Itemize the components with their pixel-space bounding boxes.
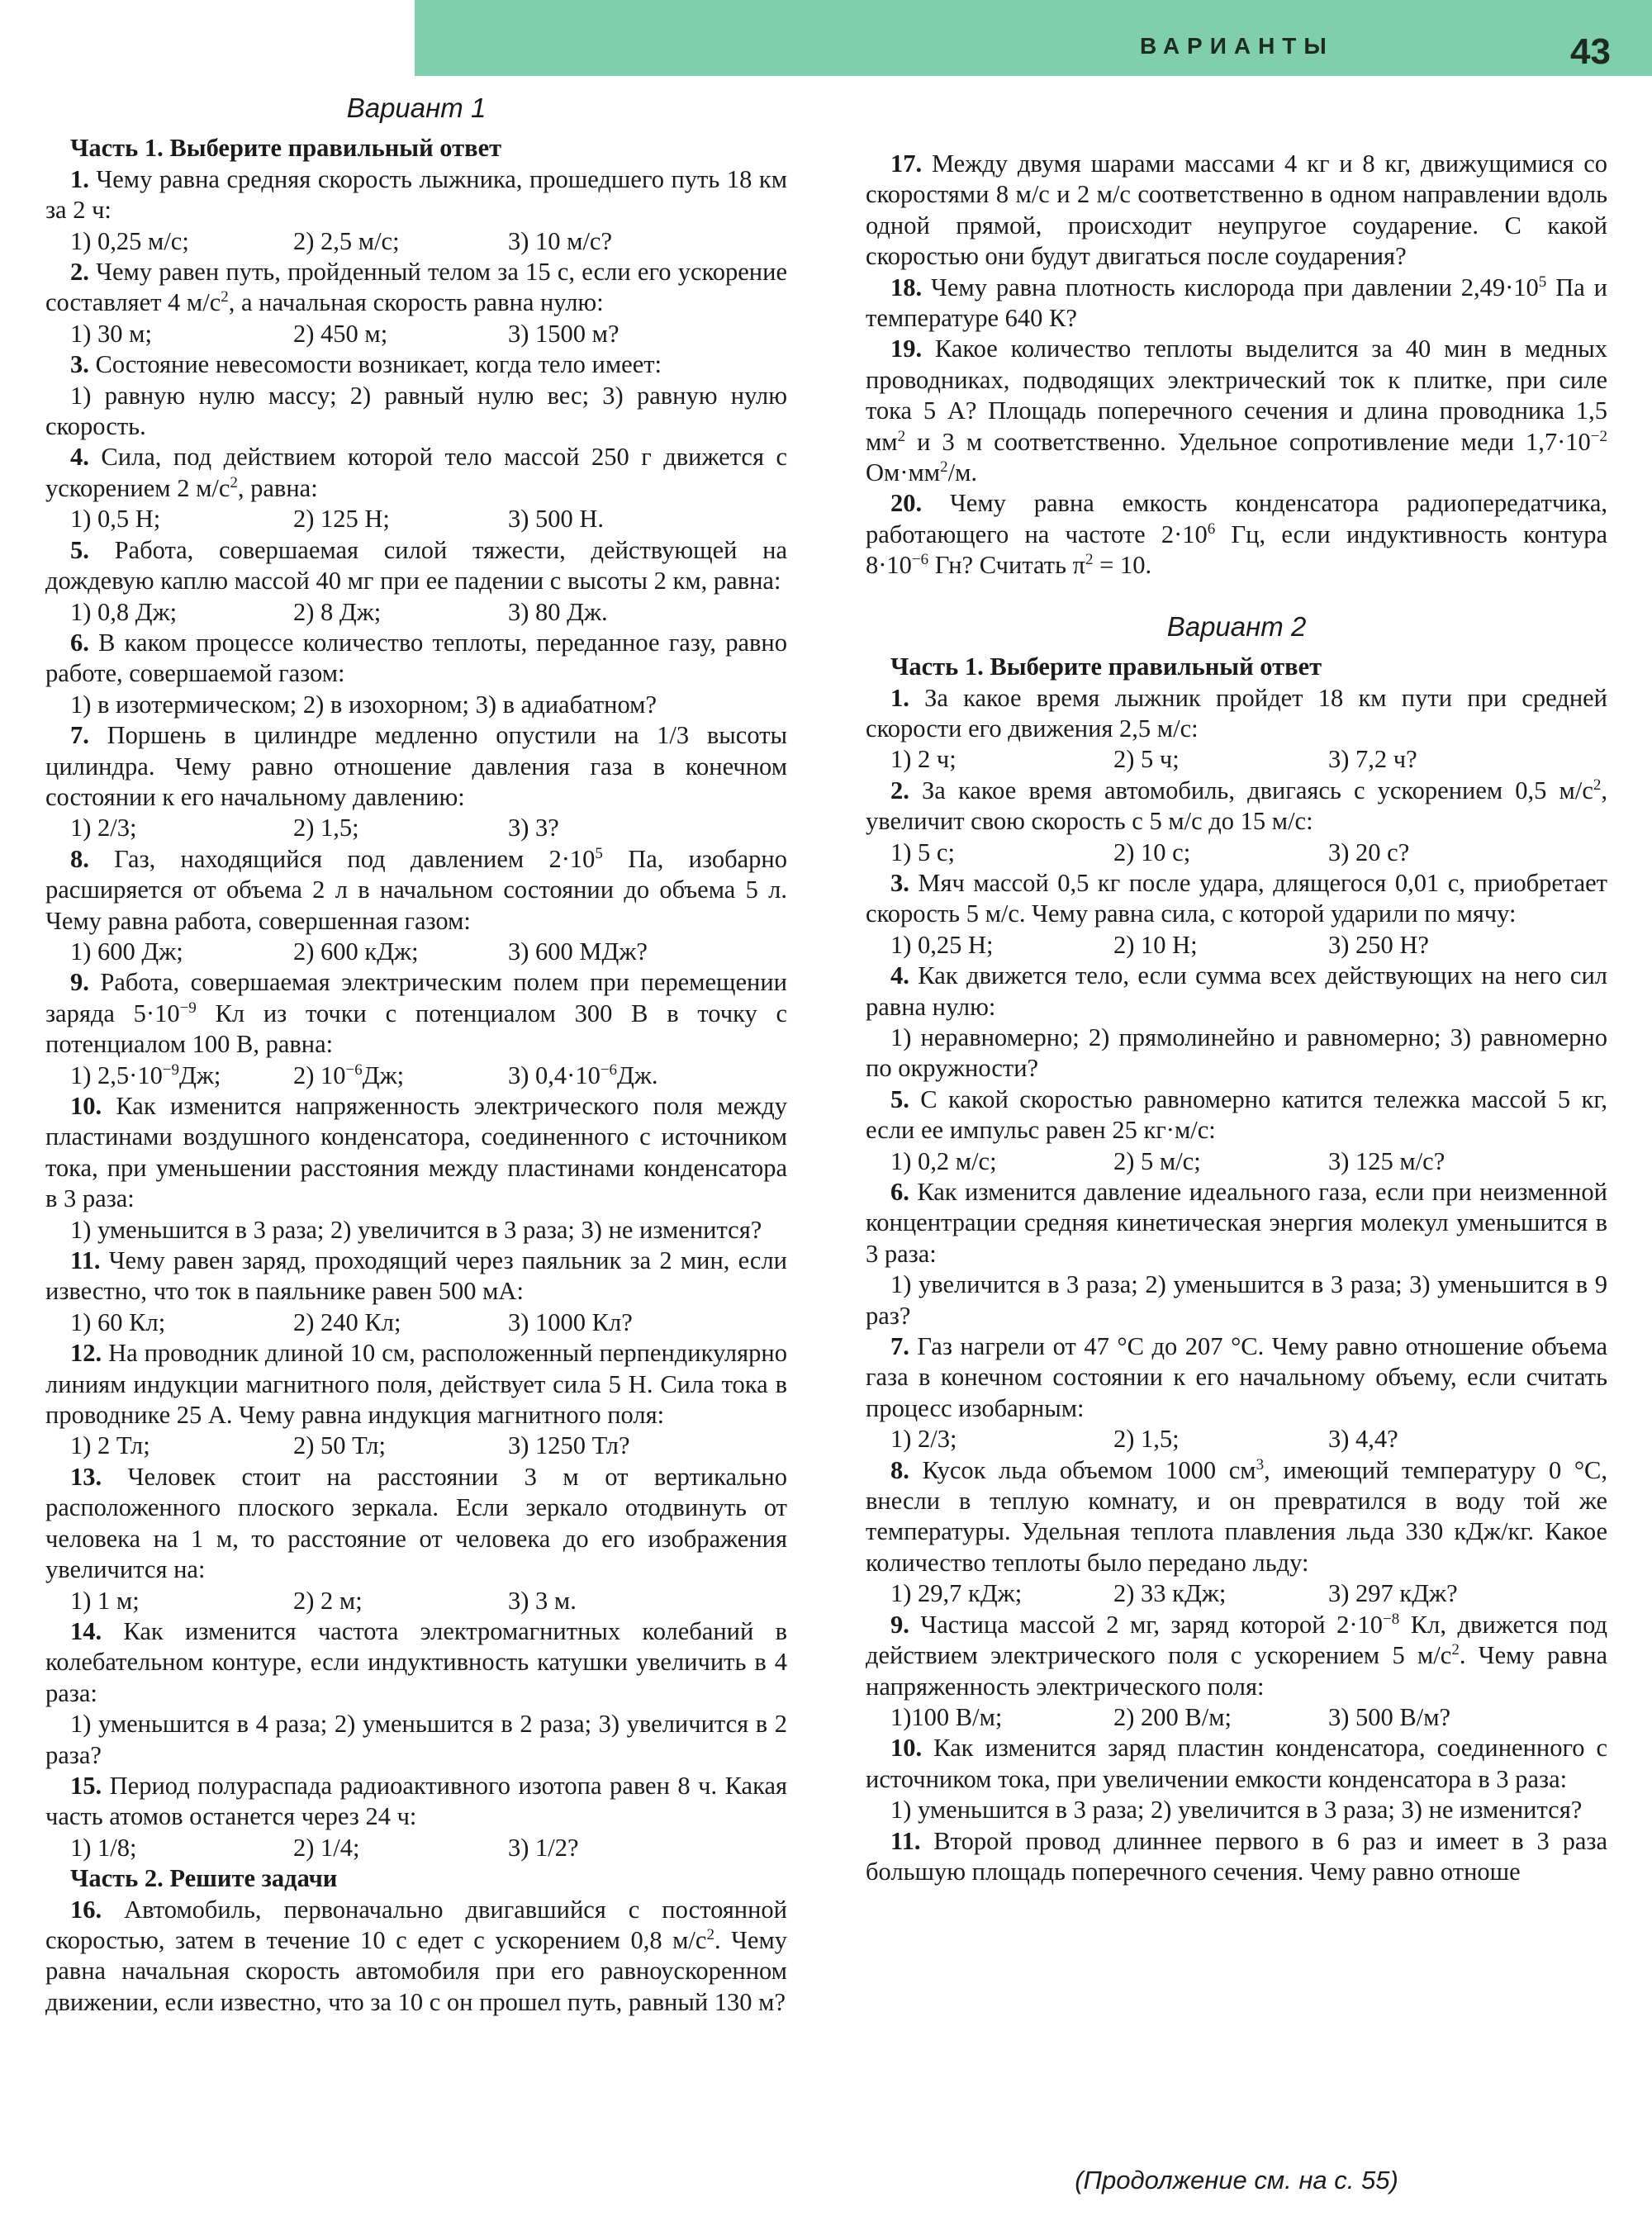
question-14-options: 1) уменьшится в 4 раза; 2) уменьшится в 2 раза; 3) увеличится в 2 раза? <box>45 1710 787 1769</box>
question-2-options: 1) 30 м; 2) 450 м; 3) 1500 м? <box>70 319 620 348</box>
question-19: 19. Какое количество теплоты выделится за 40 мин в медных проводниках, подводящих электрический ток к плитке, при силе тока 5 А? Площадь поперечного сечения и длина проводника 1,5 $мм^2$ и 3 м соответственно. Удельное сопротивление меди $1,7\cdot 10^{-2}$ $Ом\cdot мм^2/м$. <box>866 335 1607 487</box>
page-number: 43 <box>1570 31 1611 72</box>
question-10-options: 1) уменьшится в 3 раза; 2) увеличится в 3 раза; 3) не изменится? <box>70 1215 762 1244</box>
question-2: 2. Чему равен путь, пройденный телом за 15 с, если его ускорение составляет 4 $м/с^2$, а начальная скорость равна нулю: <box>45 258 787 317</box>
variant2-title: Вариант 2 <box>1166 610 1307 642</box>
question-1: 1. Чему равна средняя скорость лыжника, прошедшего путь 18 км за 2 ч: <box>45 164 788 225</box>
v2-question-5-options: 1) 0,2 м/с; 2) 5 м/с; 3) 125 м/с? <box>890 1146 1446 1175</box>
question-11: 11. Чему равен заряд, проходящий через паяльник за 2 мин, если известно, что ток в паяльнике равен 500 мА: <box>45 1246 788 1306</box>
v2-question-2-options: 1) 5 с; 2) 10 с; 3) 20 с? <box>890 838 1410 866</box>
question-8: 8. Газ, находящийся под давлением $2\cdot 10^5$ Па, изобарно расширяется от объема 2 л в начальном состоянии до объема 5 л. Чему равна работа, совершенная газом: <box>45 844 787 935</box>
v2-question-7-options: 1) 2/3; 2) 1,5; 3) 4,4? <box>890 1425 1398 1454</box>
question-8-options: 1) 600 Дж; 2) 600 кДж; 3) 600 МДж? <box>70 937 648 966</box>
v2-question-10-options: 1) уменьшится в 3 раза; 2) увеличится в 3 раза; 3) не изменится? <box>890 1796 1583 1825</box>
question-17: 17. Между двумя шарами массами 4 кг и 8 кг, движущимися со скоростями 8 м/с и 2 м/с соответственно в одном направлении вдоль одной прямой, происходит неупругое соударение. С какой скоростью они будут двигаться после соударения? <box>866 149 1607 271</box>
continuation-note: (Продолжение см. на с. 55) <box>1075 2166 1398 2195</box>
v2-question-11: 11. Второй провод длиннее первого в 6 раз и имеет в 3 раза большую площадь поперечного сечения. Чему равно отноше <box>866 1826 1607 1886</box>
question-9-options: 1) $2,5\cdot 10^{-9}Дж$; 2) $10^{-6}Дж$; 3) $0,4\cdot 10^{-6}Дж$. <box>70 1061 658 1089</box>
header-banner <box>415 0 1652 76</box>
question-4-options: 1) 0,5 Н; 2) 125 Н; 3) 500 Н. <box>70 505 605 534</box>
v2-question-4: 4. Как движется тело, если сумма всех действующих на него сил равна нулю: <box>866 961 1608 1021</box>
question-4: 4. Сила, под действием которой тело массой 250 г движется с ускорением 2 $м/с^2$, равна: <box>45 443 787 502</box>
question-5: 5. Работа, совершаемая силой тяжести, действующей на дождевую каплю массой 40 мг при ее падении с высоты 2 км, равна: <box>45 535 788 596</box>
v2-question-3: 3. Мяч массой 0,5 кг после удара, длящегося 0,01 с, приобретает скорость 5 м/с. Чему равна сила, с которой ударили по мячу: <box>866 868 1607 928</box>
variant2-part1-heading: Часть 1. Выберите правильный ответ <box>890 652 1322 681</box>
v2-question-8: 8. Кусок льда объемом 1000 $см^3$, имеющий температуру 0 °С, внесли в теплую комнату, и он превратился в воду той же температуры. Удельная теплота плавления льда 330 кДж/кг. Какое количество теплоты было передано льду: <box>866 1455 1607 1577</box>
v2-question-6: 6. Как изменится давление идеального газа, если при неизменной концентрации средняя кинетическая энергия молекул уменьшится в 3 раза: <box>866 1178 1607 1268</box>
v2-question-9: 9. Частица массой 2 мг, заряд которой $2\cdot 10^{-8}$ Кл, движется под действием электрического поля с ускорением 5 $м/с^2$. Чему равна напряженность электрического поля: <box>866 1610 1607 1701</box>
v2-question-2: 2. За какое время автомобиль, двигаясь с ускорением 0,5 $м/с^2$, увеличит свою скорость с 5 м/с до 15 м/с: <box>866 776 1607 836</box>
question-15: 15. Период полураспада радиоактивного изотопа равен 8 ч. Какая часть атомов останется через 24 ч: <box>45 1771 788 1831</box>
question-15-options: 1) 1/8; 2) 1/4; 3) 1/2? <box>70 1833 579 1862</box>
question-3: 3. Состояние невесомости возникает, когда тело имеет: <box>70 350 662 379</box>
v2-question-6-options: 1) увеличится в 3 раза; 2) уменьшится в 3 раза; 3) уменьшится в 9 раз? <box>866 1270 1607 1330</box>
v2-question-7: 7. Газ нагрели от 47 °С до 207 °С. Чему равно отношение объема газа в конечном состоянии к его начальному объему, если считать процесс изобарным: <box>866 1332 1607 1422</box>
question-18: 18. Чему равна плотность кислорода при давлении $2,49\cdot 10^5$ Па и температуре 640 К? <box>866 273 1607 333</box>
right-column-content <box>866 149 1607 1887</box>
question-16: 16. Автомобиль, первоначально двигавшийся с постоянной скоростью, затем в течение 10 с едет с ускорением 0,8 $м/с^2$. Чему равна начальная скорость автомобиля при его равноускоренном движении, если известно, что за 10 с он прошел путь, равный 130 м? <box>45 1895 788 2016</box>
v2-question-5: 5. С какой скоростью равномерно катится тележка массой 5 кг, если ее импульс равен 25 кг·м/с: <box>866 1084 1608 1145</box>
question-6: 6. В каком процессе количество теплоты, переданное газу, равно работе, совершаемой газом: <box>45 628 788 688</box>
question-20: 20. Чему равна емкость конденсатора радиопередатчика, работающего на частоте $2\cdot 10^6$ Гц, если индуктивность контура $8\cdot 10^{-6}$ Гн? Считать $\pi^2 = 10$. <box>866 489 1607 580</box>
v2-question-1: 1. За какое время лыжник пройдет 18 км пути при средней скорости его движения 2,5 м/с: <box>866 683 1607 743</box>
question-7-options: 1) 2/3; 2) 1,5; 3) 3? <box>70 814 559 842</box>
question-5-options: 1) 0,8 Дж; 2) 8 Дж; 3) 80 Дж. <box>70 597 608 626</box>
question-11-options: 1) 60 Кл; 2) 240 Кл; 3) 1000 Кл? <box>70 1307 633 1336</box>
left-column <box>45 88 787 2018</box>
variant1-part2-heading: Часть 2. Решите задачи <box>70 1864 338 1893</box>
question-10: 10. Как изменится напряженность электрического поля между пластинами воздушного конденсатора, соединенного с источником тока, при уменьшении расстояния между пластинами конденсатора в 3 раза: <box>45 1092 787 1213</box>
question-7: 7. Поршень в цилиндре медленно опустили на 1/3 высоты цилиндра. Чему равно отношение давления газа в конечном состоянии к его начальному давлению: <box>45 721 788 811</box>
v2-question-1-options: 1) 2 ч; 2) 5 ч; 3) 7,2 ч? <box>890 745 1417 774</box>
question-13: 13. Человек стоит на расстоянии 3 м от вертикально расположенного плоского зеркала. Если зеркало отодвинуть от человека на 1 м, то расстояние от человека до его изображения увеличится на: <box>45 1462 788 1584</box>
question-3-options: 1) равную нулю массу; 2) равный нулю вес; 3) равную нулю скорость. <box>45 381 787 441</box>
question-14: 14. Как изменится частота электромагнитных колебаний в колебательном контуре, если индуктивность катушки увеличить в 4 раза: <box>45 1616 787 1707</box>
question-6-options: 1) в изотермическом; 2) в изохорном; 3) в адиабатном? <box>70 690 657 719</box>
v2-question-9-options: 1)100 В/м; 2) 200 В/м; 3) 500 В/м? <box>890 1702 1451 1731</box>
question-1-options: 1) 0,25 м/с; 2) 2,5 м/с; 3) 10 м/с? <box>70 226 613 255</box>
v2-question-10: 10. Как изменится заряд пластин конденсатора, соединенного с источником тока, при увеличении емкости конденсатора в 3 раза: <box>866 1734 1608 1793</box>
question-12: 12. На проводник длиной 10 см, расположенный перпендикулярно линиям индукции магнитного поля, действует сила 5 Н. Сила тока в проводнике 25 А. Чему равна индукция магнитного поля: <box>45 1339 787 1430</box>
question-12-options: 1) 2 Тл; 2) 50 Тл; 3) 1250 Тл? <box>70 1431 630 1460</box>
v2-question-8-options: 1) 29,7 кДж; 2) 33 кДж; 3) 297 кДж? <box>890 1579 1458 1608</box>
question-9: 9. Работа, совершаемая электрическим полем при перемещении заряда $5\cdot 10^{-9}$ Кл из точки с потенциалом 300 В в точку с потенциалом 100 В, равна: <box>45 968 788 1059</box>
variant1-part1-heading: Часть 1. Выберите правильный ответ <box>70 134 502 163</box>
variant1-title: Вариант 1 <box>346 93 487 123</box>
section-title: ВАРИАНТЫ <box>1140 33 1334 59</box>
v2-question-4-options: 1) неравномерно; 2) прямолинейно и равномерно; 3) равномерно по окружности? <box>866 1023 1607 1083</box>
v2-question-3-options: 1) 0,25 Н; 2) 10 Н; 3) 250 Н? <box>890 930 1429 959</box>
question-13-options: 1) 1 м; 2) 2 м; 3) 3 м. <box>70 1586 577 1615</box>
